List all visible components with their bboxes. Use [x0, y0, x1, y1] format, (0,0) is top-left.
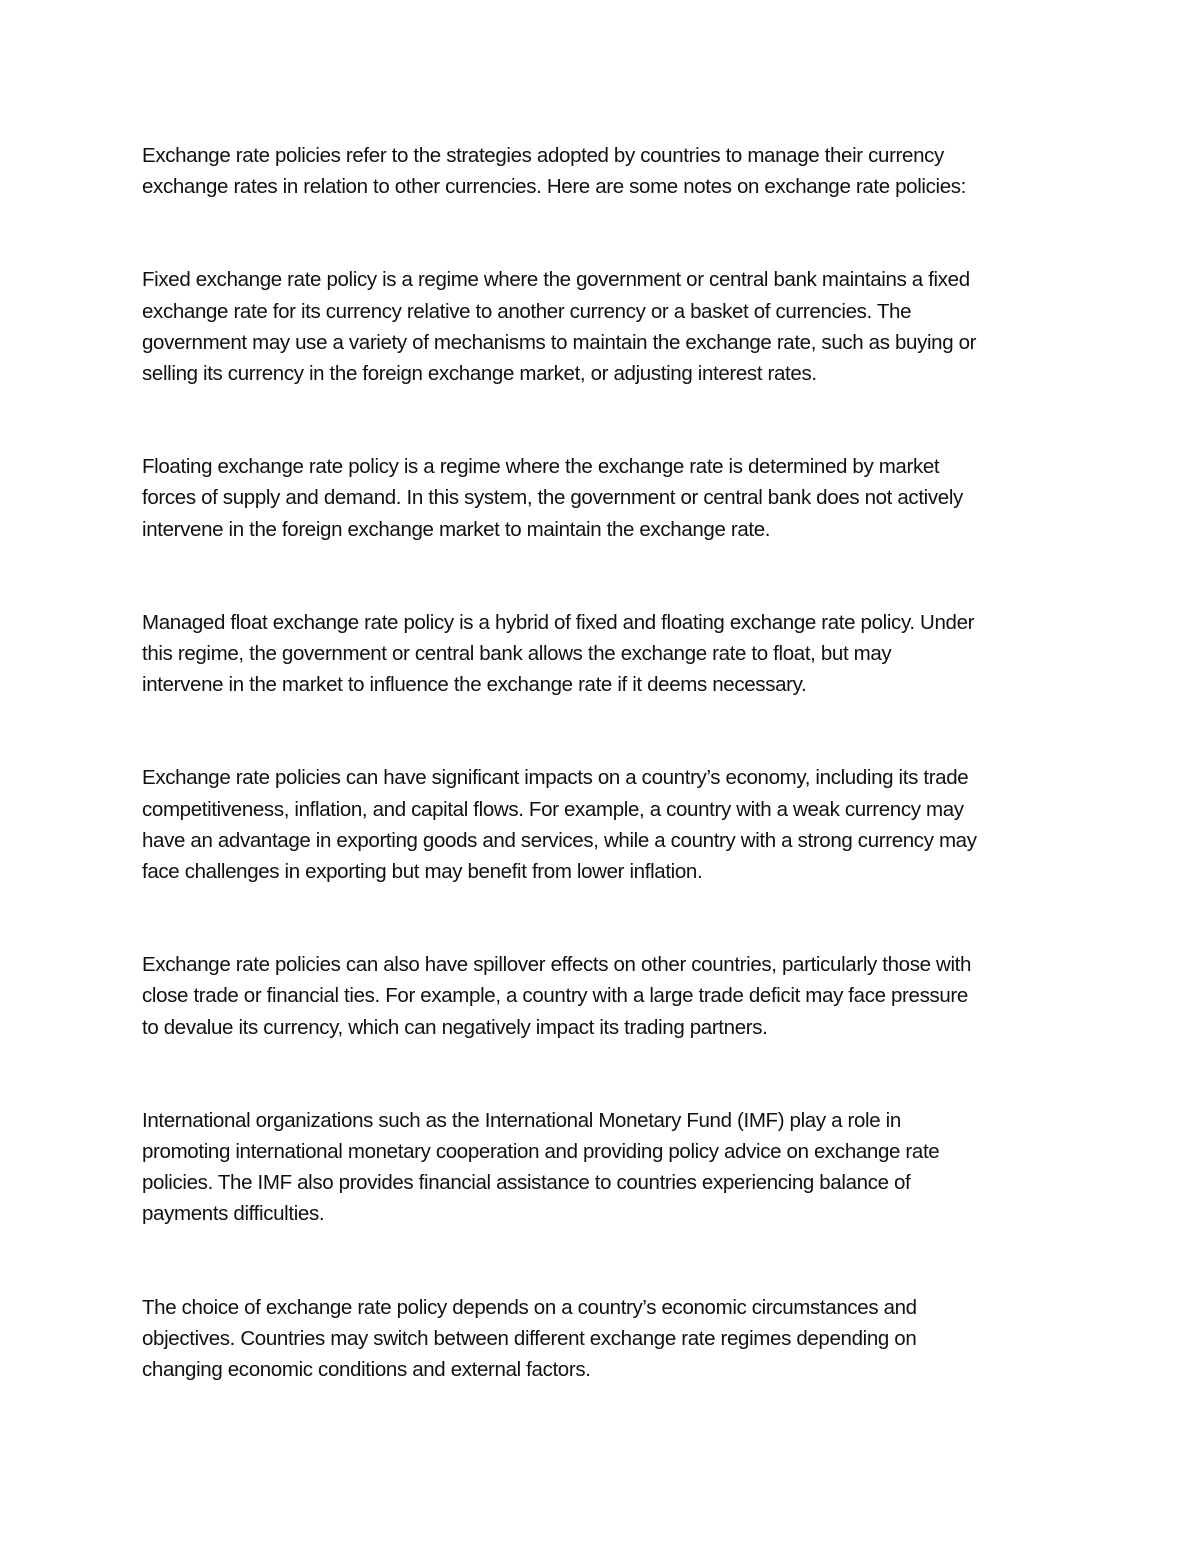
paragraph-line: Fixed exchange rate policy is a regime where the government or central bank maintains a fixed	[142, 268, 970, 292]
paragraph-line: Exchange rate policies refer to the strategies adopted by countries to manage their currency	[142, 144, 944, 167]
paragraph-line: exchange rates in relation to other currencies. Here are some notes on exchange rate policies:	[142, 175, 967, 199]
paragraph-intro	[142, 140, 1062, 202]
paragraph-line: Exchange rate policies can also have spillover effects on other countries, particularly those with	[142, 953, 972, 977]
paragraph-line: The choice of exchange rate policy depends on a country’s economic circumstances and	[142, 1295, 917, 1319]
paragraph-line: exchange rate for its currency relative to another currency or a basket of currencies. The	[142, 299, 912, 323]
paragraph-spillover-effects	[142, 949, 1062, 1043]
paragraph-managed-float	[142, 607, 1062, 701]
paragraph-line: have an advantage in exporting goods and services, while a country with a strong currency may	[142, 828, 977, 852]
paragraph-line: intervene in the foreign exchange market to maintain the exchange rate.	[142, 517, 771, 541]
paragraph-policy-choice	[142, 1292, 1062, 1386]
paragraph-floating-rate	[142, 451, 1062, 545]
paragraph-line: this regime, the government or central bank allows the exchange rate to float, but may	[142, 642, 892, 666]
paragraph-line: intervene in the market to influence the exchange rate if it deems necessary.	[142, 673, 807, 697]
paragraph-line: government may use a variety of mechanisms to maintain the exchange rate, such as buying or	[142, 330, 977, 354]
paragraph-line: forces of supply and demand. In this system, the government or central bank does not actively	[142, 486, 963, 510]
paragraph-line: to devalue its currency, which can negatively impact its trading partners.	[142, 1015, 768, 1039]
paragraph-economic-impacts	[142, 762, 1062, 887]
paragraph-line: promoting international monetary cooperation and providing policy advice on exchange rate	[142, 1140, 940, 1164]
paragraph-line: competitiveness, inflation, and capital flows. For example, a country with a weak currency may	[142, 797, 964, 821]
paragraph-international-organizations	[142, 1105, 1062, 1230]
document-body	[142, 140, 1062, 1385]
paragraph-line: payments difficulties.	[142, 1202, 325, 1226]
paragraph-line: face challenges in exporting but may benefit from lower inflation.	[142, 860, 703, 884]
paragraph-line: Managed float exchange rate policy is a hybrid of fixed and floating exchange rate policy. Under	[142, 610, 975, 634]
paragraph-line: International organizations such as the International Monetary Fund (IMF) play a role in	[142, 1108, 901, 1132]
paragraph-line: objectives. Countries may switch between different exchange rate regimes depending on	[142, 1326, 917, 1350]
paragraph-line: selling its currency in the foreign exchange market, or adjusting interest rates.	[142, 362, 817, 386]
paragraph-line: changing economic conditions and external factors.	[142, 1358, 591, 1382]
paragraph-fixed-rate	[142, 264, 1062, 389]
paragraph-line: Floating exchange rate policy is a regime where the exchange rate is determined by market	[142, 455, 940, 479]
paragraph-line: close trade or financial ties. For example, a country with a large trade deficit may face pressure	[142, 984, 968, 1008]
paragraph-line: policies. The IMF also provides financial assistance to countries experiencing balance of	[142, 1171, 911, 1195]
paragraph-line: Exchange rate policies can have significant impacts on a country’s economy, including its trade	[142, 766, 969, 790]
